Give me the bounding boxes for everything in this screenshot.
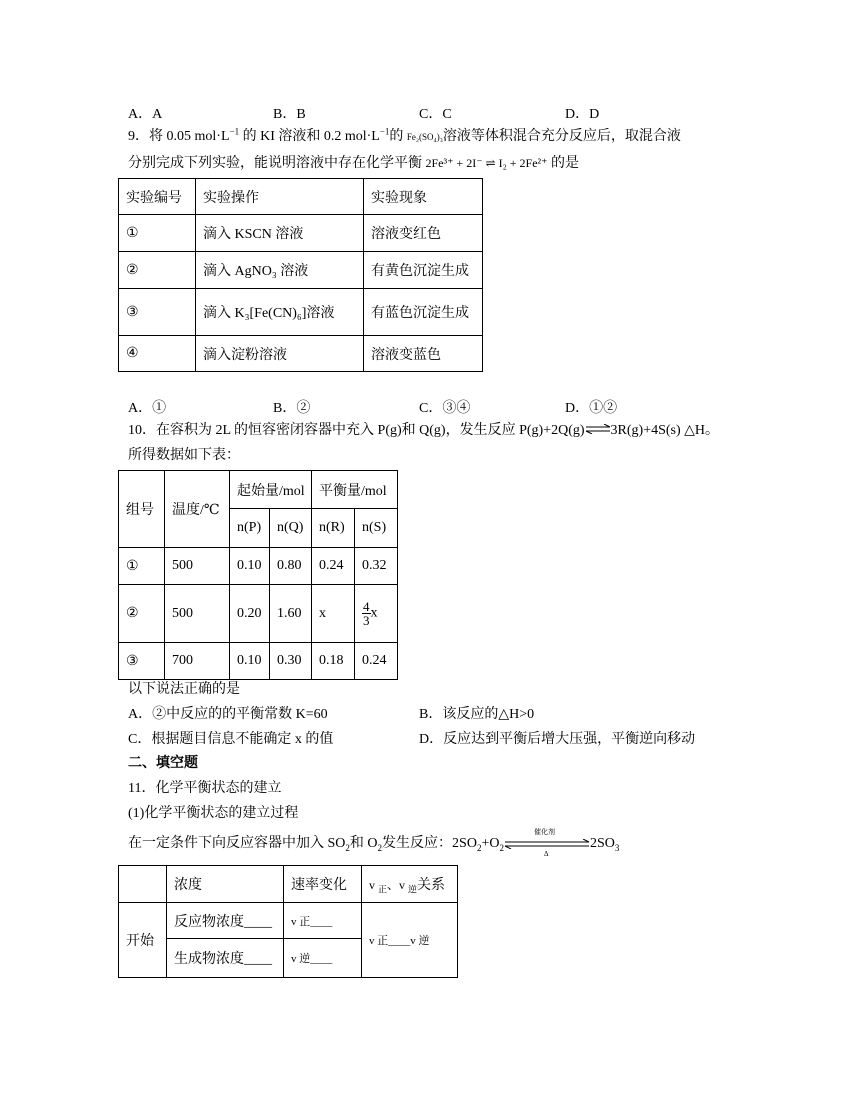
superscript: −1 [229, 126, 240, 137]
q9-option-b: B．② [273, 401, 311, 416]
table-row [119, 215, 483, 252]
table-cell: ② [119, 252, 196, 289]
table-cell: 0.18 [312, 643, 355, 680]
subscript: 2 [499, 842, 504, 853]
subscript: 3 [614, 842, 620, 853]
header-cell: 平衡量/mol [312, 471, 398, 509]
row-label: 开始 [119, 903, 167, 978]
q11-text: +O [481, 836, 500, 851]
header-text: v [369, 878, 378, 892]
table-cell: 滴入淀粉溶液 [196, 336, 364, 372]
header-cell: 组号 [119, 471, 165, 548]
q10-data-table [118, 470, 398, 680]
fraction-numerator: 4 [363, 599, 370, 614]
table-cell: x [312, 585, 355, 643]
table-row [119, 585, 398, 643]
header-cell: n(Q) [270, 509, 312, 548]
q9-text: 分别完成下列实验，能说明溶液中存在化学平衡 [128, 156, 422, 171]
table-row [119, 252, 483, 289]
table-cell: ② [119, 585, 165, 643]
table-cell: 0.32 [355, 548, 398, 585]
header-cell: 实验操作 [196, 179, 364, 215]
table-header-row [119, 866, 458, 903]
q10-stem-line1 [128, 422, 719, 440]
table-cell: 滴入 K₃[Fe(CN)₆]溶液 [196, 289, 364, 336]
table-cell: ① [119, 548, 165, 585]
fraction-variable: x [370, 605, 378, 621]
table-cell: v 正____ [284, 903, 362, 939]
table-cell: ① [119, 215, 196, 252]
header-cell: 起始量/mol [230, 471, 312, 509]
table-cell: 0.10 [230, 643, 270, 680]
table-cell: ④ [119, 336, 196, 372]
table-cell: 0.80 [270, 548, 312, 585]
q10-stem-line2: 所得数据如下表： [128, 448, 240, 463]
subscript: 逆 [408, 884, 418, 895]
q8-option-c: C．C [419, 107, 452, 122]
table-cell: 0.20 [230, 585, 270, 643]
table-cell: 反应物浓度____ [167, 903, 284, 939]
q8-option-d: D．D [565, 107, 600, 122]
q11-text: 发生反应：2SO [382, 836, 477, 851]
q11-reaction-line [128, 827, 620, 858]
q10-option-d: D．反应达到平衡后增大压强，平衡逆向移动 [419, 732, 696, 747]
table-header-row [119, 179, 483, 215]
catalyst-equilibrium-arrow-icon [504, 827, 590, 858]
equilibrium-arrow-icon [585, 422, 611, 440]
table-cell: 0.30 [270, 643, 312, 680]
q8-option-a: A．A [128, 107, 163, 122]
header-cell-relation [362, 866, 458, 903]
q11-text: 2SO [589, 836, 615, 851]
header-cell: 温度/℃ [165, 471, 230, 548]
table-cell: 溶液变蓝色 [364, 336, 483, 372]
q9-option-a: A．① [128, 401, 167, 416]
section-title: 二、填空题 [128, 756, 198, 771]
table-cell: ③ [119, 643, 165, 680]
table-row [119, 336, 483, 372]
fraction [362, 600, 371, 627]
q9-stem-line2 [128, 154, 579, 173]
table-cell: 有蓝色沉淀生成 [364, 289, 483, 336]
table-cell: 0.24 [355, 643, 398, 680]
subscript: 2 [345, 842, 350, 853]
table-cell: v 正____v 逆 [362, 903, 458, 978]
subscript: 2 [476, 842, 482, 853]
table-row [119, 289, 483, 336]
header-cell: 速率变化 [284, 866, 362, 903]
q9-text: 的 [389, 129, 404, 144]
q10-question: 以下说法正确的是 [128, 682, 240, 697]
table-cell: 0.24 [312, 548, 355, 585]
header-cell: 实验现象 [364, 179, 483, 215]
table-cell: 500 [165, 585, 230, 643]
q10-text: 10．在容积为 2L 的恒容密闭容器中充入 P(g)和 Q(g)，发生反应 P(g)+2Q(g) [128, 423, 585, 439]
table-cell: ③ [119, 289, 196, 336]
q11-subtitle: (1)化学平衡状态的建立过程 [128, 806, 299, 821]
header-text: 关系 [417, 878, 446, 893]
q11-text: 在一定条件下向反应容器中加入 SO [128, 836, 346, 851]
q10-option-c: C．根据题目信息不能确定 x 的值 [128, 732, 334, 747]
header-cell-empty [119, 866, 167, 903]
table-cell: 溶液变红色 [364, 215, 483, 252]
table-cell: 有黄色沉淀生成 [364, 252, 483, 289]
table-row [119, 548, 398, 585]
table-cell: 1.60 [270, 585, 312, 643]
header-cell: n(R) [312, 509, 355, 548]
q9-text: 溶液等体积混合充分反应后，取混合液 [442, 129, 681, 144]
table-cell: 滴入 KSCN 溶液 [196, 215, 364, 252]
table-cell: 500 [165, 548, 230, 585]
superscript: −1 [379, 126, 390, 137]
table-row [119, 903, 458, 939]
table-cell-fraction [355, 585, 398, 643]
fraction-denominator: 3 [363, 613, 370, 628]
q9-option-c: C．③④ [419, 401, 471, 416]
salt-formula: Fe₂(SO₄)₃ [406, 132, 443, 142]
subscript: 正 [378, 884, 388, 895]
header-cell: n(P) [230, 509, 270, 548]
q9-text: 的是 [550, 156, 579, 171]
equilibrium-equation: 2Fe³⁺ + 2I⁻ ⇌ I₂ + 2Fe²⁺ [425, 156, 548, 170]
q11-text: 和 O [349, 836, 378, 851]
heat-label: Δ [543, 849, 549, 858]
q10-option-a: A．②中反应的的平衡常数 K=60 [128, 707, 328, 722]
q11-title: 11．化学平衡状态的建立 [128, 781, 282, 796]
header-cell: n(S) [355, 509, 398, 548]
q9-experiment-table [118, 178, 483, 372]
table-cell: 0.10 [230, 548, 270, 585]
header-cell: 实验编号 [119, 179, 196, 215]
table-cell: 生成物浓度____ [167, 939, 284, 978]
table-header-row [119, 471, 398, 509]
table-row [119, 643, 398, 680]
subscript: 2 [377, 842, 383, 853]
q11-table [118, 865, 458, 978]
q8-option-b: B．B [273, 107, 306, 122]
header-text: 、v [387, 878, 409, 892]
q9-text: 的 KI 溶液和 0.2 mol·L [242, 129, 380, 144]
table-cell: 滴入 AgNO₃ 溶液 [196, 252, 364, 289]
q10-text: 3R(g)+4S(s) △H。 [610, 423, 720, 439]
catalyst-label: 催化剂 [533, 827, 555, 836]
q10-option-b: B．该反应的△H>0 [419, 707, 535, 722]
q9-stem-line1 [128, 128, 681, 146]
table-cell: v 逆____ [284, 939, 362, 978]
header-cell: 浓度 [167, 866, 284, 903]
q9-option-d: D．①② [565, 401, 618, 416]
table-cell: 700 [165, 643, 230, 680]
q9-text: 9．将 0.05 mol·L [128, 129, 230, 144]
